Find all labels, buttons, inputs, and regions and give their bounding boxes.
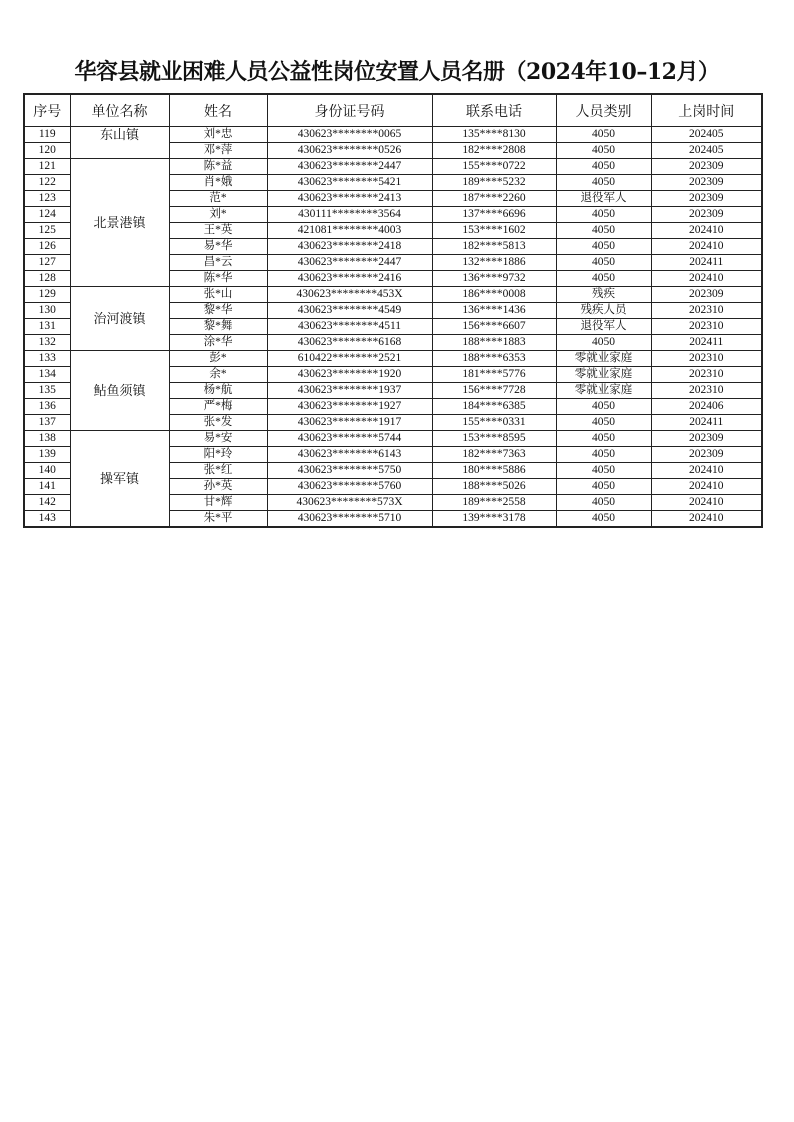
cell-unit: 鲇鱼须镇 xyxy=(70,351,169,431)
cell-phone: 155****0331 xyxy=(432,415,556,431)
cell-name: 孙*英 xyxy=(169,479,267,495)
cell-index: 139 xyxy=(24,447,70,463)
cell-phone: 184****6385 xyxy=(432,399,556,415)
cell-start: 202309 xyxy=(651,287,762,303)
cell-start: 202309 xyxy=(651,207,762,223)
cell-index: 130 xyxy=(24,303,70,319)
cell-name: 阳*玲 xyxy=(169,447,267,463)
cell-phone: 156****7728 xyxy=(432,383,556,399)
cell-id: 430623********0065 xyxy=(267,127,432,143)
cell-id: 421081********4003 xyxy=(267,223,432,239)
cell-id: 430623********5750 xyxy=(267,463,432,479)
cell-index: 119 xyxy=(24,127,70,143)
cell-phone: 135****8130 xyxy=(432,127,556,143)
cell-category: 4050 xyxy=(556,479,651,495)
cell-phone: 182****7363 xyxy=(432,447,556,463)
cell-name: 范* xyxy=(169,191,267,207)
cell-phone: 180****5886 xyxy=(432,463,556,479)
cell-category: 零就业家庭 xyxy=(556,351,651,367)
cell-name: 易*华 xyxy=(169,239,267,255)
cell-category: 4050 xyxy=(556,207,651,223)
cell-phone: 186****0008 xyxy=(432,287,556,303)
cell-name: 邓*萍 xyxy=(169,143,267,159)
cell-name: 严*梅 xyxy=(169,399,267,415)
cell-id: 430623********2413 xyxy=(267,191,432,207)
cell-phone: 182****5813 xyxy=(432,239,556,255)
cell-id: 430623********1917 xyxy=(267,415,432,431)
cell-name: 张*山 xyxy=(169,287,267,303)
cell-id: 430623********2447 xyxy=(267,159,432,175)
cell-start: 202410 xyxy=(651,511,762,528)
cell-id: 430623********1937 xyxy=(267,383,432,399)
cell-phone: 153****1602 xyxy=(432,223,556,239)
cell-phone: 188****1883 xyxy=(432,335,556,351)
cell-index: 134 xyxy=(24,367,70,383)
cell-start: 202410 xyxy=(651,271,762,287)
cell-start: 202309 xyxy=(651,159,762,175)
cell-category: 退役军人 xyxy=(556,191,651,207)
cell-phone: 132****1886 xyxy=(432,255,556,271)
cell-category: 4050 xyxy=(556,431,651,447)
cell-index: 121 xyxy=(24,159,70,175)
cell-start: 202309 xyxy=(651,191,762,207)
cell-category: 4050 xyxy=(556,159,651,175)
cell-start: 202410 xyxy=(651,463,762,479)
cell-category: 4050 xyxy=(556,143,651,159)
cell-index: 132 xyxy=(24,335,70,351)
cell-id: 430623********2418 xyxy=(267,239,432,255)
cell-category: 4050 xyxy=(556,511,651,528)
cell-phone: 156****6607 xyxy=(432,319,556,335)
cell-id: 430623********6143 xyxy=(267,447,432,463)
cell-start: 202410 xyxy=(651,479,762,495)
cell-unit: 治河渡镇 xyxy=(70,287,169,351)
col-header-category: 人员类别 xyxy=(556,94,651,127)
cell-id: 430623********2447 xyxy=(267,255,432,271)
cell-category: 4050 xyxy=(556,239,651,255)
cell-category: 4050 xyxy=(556,271,651,287)
cell-id: 430623********5760 xyxy=(267,479,432,495)
cell-unit: 北景港镇 xyxy=(70,159,169,287)
cell-id: 430623********1927 xyxy=(267,399,432,415)
header-row xyxy=(24,94,762,127)
cell-index: 143 xyxy=(24,511,70,528)
col-header-id: 身份证号码 xyxy=(267,94,432,127)
cell-category: 残疾人员 xyxy=(556,303,651,319)
cell-start: 202309 xyxy=(651,447,762,463)
cell-start: 202410 xyxy=(651,495,762,511)
cell-index: 127 xyxy=(24,255,70,271)
cell-start: 202410 xyxy=(651,239,762,255)
cell-category: 4050 xyxy=(556,175,651,191)
cell-category: 4050 xyxy=(556,335,651,351)
cell-id: 430623********1920 xyxy=(267,367,432,383)
cell-phone: 155****0722 xyxy=(432,159,556,175)
cell-phone: 188****6353 xyxy=(432,351,556,367)
cell-id: 430623********573X xyxy=(267,495,432,511)
cell-name: 余* xyxy=(169,367,267,383)
cell-name: 黎*华 xyxy=(169,303,267,319)
cell-id: 430623********4511 xyxy=(267,319,432,335)
cell-id: 610422********2521 xyxy=(267,351,432,367)
cell-start: 202405 xyxy=(651,127,762,143)
cell-index: 142 xyxy=(24,495,70,511)
cell-phone: 136****9732 xyxy=(432,271,556,287)
table-row xyxy=(24,127,762,143)
cell-category: 退役军人 xyxy=(556,319,651,335)
cell-name: 王*英 xyxy=(169,223,267,239)
cell-id: 430623********5710 xyxy=(267,511,432,528)
cell-start: 202310 xyxy=(651,351,762,367)
cell-name: 陈*益 xyxy=(169,159,267,175)
cell-start: 202310 xyxy=(651,319,762,335)
col-header-name: 姓名 xyxy=(169,94,267,127)
cell-phone: 181****5776 xyxy=(432,367,556,383)
cell-start: 202310 xyxy=(651,367,762,383)
cell-id: 430623********4549 xyxy=(267,303,432,319)
cell-name: 肖*娥 xyxy=(169,175,267,191)
cell-index: 125 xyxy=(24,223,70,239)
cell-start: 202309 xyxy=(651,431,762,447)
cell-category: 4050 xyxy=(556,127,651,143)
cell-name: 易*安 xyxy=(169,431,267,447)
cell-name: 彭* xyxy=(169,351,267,367)
cell-name: 昌*云 xyxy=(169,255,267,271)
cell-index: 136 xyxy=(24,399,70,415)
col-header-index: 序号 xyxy=(24,94,70,127)
cell-phone: 187****2260 xyxy=(432,191,556,207)
cell-phone: 182****2808 xyxy=(432,143,556,159)
cell-name: 朱*平 xyxy=(169,511,267,528)
cell-category: 4050 xyxy=(556,399,651,415)
cell-name: 张*发 xyxy=(169,415,267,431)
cell-unit: 东山镇 xyxy=(70,127,169,159)
cell-index: 140 xyxy=(24,463,70,479)
cell-phone: 189****2558 xyxy=(432,495,556,511)
cell-id: 430623********6168 xyxy=(267,335,432,351)
cell-start: 202310 xyxy=(651,383,762,399)
cell-index: 122 xyxy=(24,175,70,191)
cell-category: 零就业家庭 xyxy=(556,367,651,383)
cell-start: 202411 xyxy=(651,255,762,271)
cell-phone: 153****8595 xyxy=(432,431,556,447)
cell-name: 刘*忠 xyxy=(169,127,267,143)
cell-id: 430623********453X xyxy=(267,287,432,303)
cell-index: 120 xyxy=(24,143,70,159)
cell-id: 430623********5421 xyxy=(267,175,432,191)
cell-index: 124 xyxy=(24,207,70,223)
table-row xyxy=(24,287,762,303)
cell-index: 138 xyxy=(24,431,70,447)
cell-start: 202411 xyxy=(651,335,762,351)
cell-category: 4050 xyxy=(556,495,651,511)
cell-id: 430623********5744 xyxy=(267,431,432,447)
table-row xyxy=(24,351,762,367)
cell-index: 137 xyxy=(24,415,70,431)
table-body xyxy=(24,127,762,528)
cell-phone: 136****1436 xyxy=(432,303,556,319)
cell-index: 135 xyxy=(24,383,70,399)
cell-name: 刘* xyxy=(169,207,267,223)
cell-index: 129 xyxy=(24,287,70,303)
cell-index: 126 xyxy=(24,239,70,255)
document-title: 华容县就业困难人员公益性岗位安置人员名册（2024年10–12月） xyxy=(74,59,720,85)
cell-category: 4050 xyxy=(556,415,651,431)
cell-category: 4050 xyxy=(556,255,651,271)
cell-start: 202406 xyxy=(651,399,762,415)
col-header-unit: 单位名称 xyxy=(70,94,169,127)
cell-category: 4050 xyxy=(556,463,651,479)
cell-phone: 137****6696 xyxy=(432,207,556,223)
roster-table xyxy=(23,93,763,528)
cell-start: 202309 xyxy=(651,175,762,191)
cell-name: 杨*航 xyxy=(169,383,267,399)
cell-index: 128 xyxy=(24,271,70,287)
cell-start: 202411 xyxy=(651,415,762,431)
cell-index: 141 xyxy=(24,479,70,495)
cell-phone: 139****3178 xyxy=(432,511,556,528)
cell-phone: 189****5232 xyxy=(432,175,556,191)
cell-index: 131 xyxy=(24,319,70,335)
cell-unit: 操军镇 xyxy=(70,431,169,528)
table-row xyxy=(24,159,762,175)
cell-id: 430623********0526 xyxy=(267,143,432,159)
cell-index: 123 xyxy=(24,191,70,207)
table-row xyxy=(24,431,762,447)
cell-id: 430111********3564 xyxy=(267,207,432,223)
cell-start: 202410 xyxy=(651,223,762,239)
cell-name: 涂*华 xyxy=(169,335,267,351)
cell-start: 202310 xyxy=(651,303,762,319)
cell-index: 133 xyxy=(24,351,70,367)
cell-category: 4050 xyxy=(556,223,651,239)
cell-category: 4050 xyxy=(556,447,651,463)
cell-start: 202405 xyxy=(651,143,762,159)
col-header-start: 上岗时间 xyxy=(651,94,762,127)
cell-category: 零就业家庭 xyxy=(556,383,651,399)
cell-name: 黎*舞 xyxy=(169,319,267,335)
cell-name: 甘*辉 xyxy=(169,495,267,511)
cell-phone: 188****5026 xyxy=(432,479,556,495)
cell-name: 张*红 xyxy=(169,463,267,479)
cell-category: 残疾 xyxy=(556,287,651,303)
cell-name: 陈*华 xyxy=(169,271,267,287)
cell-id: 430623********2416 xyxy=(267,271,432,287)
col-header-phone: 联系电话 xyxy=(432,94,556,127)
